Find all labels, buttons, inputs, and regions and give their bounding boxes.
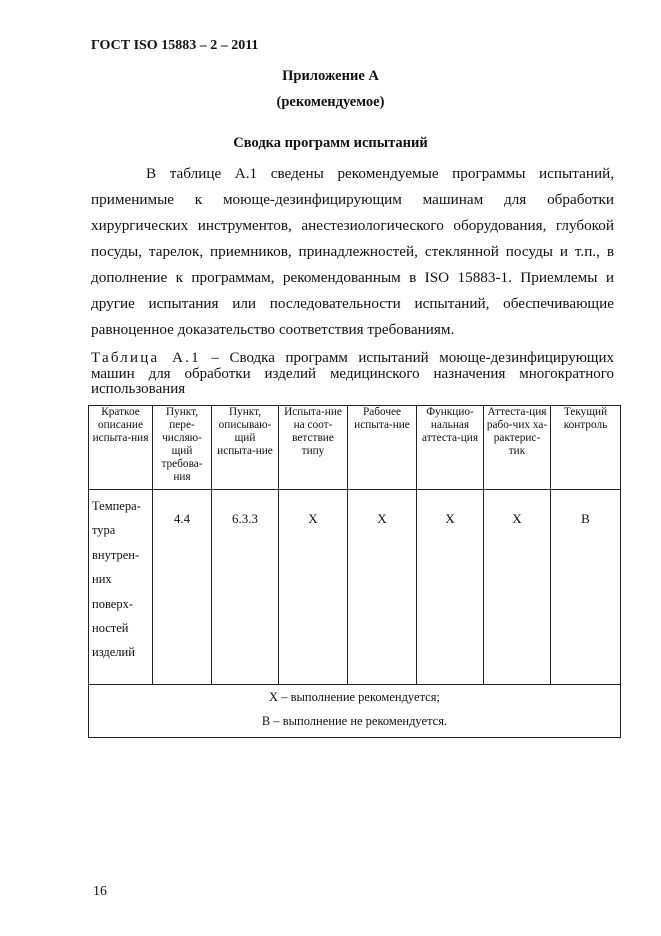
header-cell: Испыта-ние на соот-ветствие типу: [279, 406, 348, 490]
annex-status: (рекомендуемое): [276, 94, 385, 110]
table-header-row: [89, 406, 621, 490]
row-type-test: X: [279, 490, 348, 685]
paragraph-text: В таблице А.1 сведены рекомендуемые программы испытаний, применимые к моюще-дезинфицирующим машинам для обработки хирургических инструментов, анестезиологического оборудования, глубокой посуды, тарелок, приемников, принадлежностей, стеклянной посуды и т.п., в дополнение к программам, рекомендованным в ISO 15883-1. Приемлемы и другие испытания или последовательности испытаний, обеспечивающие равноценное доказательство соответствия требованиям.: [91, 165, 614, 338]
test-programs-table: [88, 405, 621, 738]
row-test-clause: 6.3.3: [212, 490, 279, 685]
table-notes: [89, 685, 621, 738]
header-cell: Краткое описание испыта-ния: [89, 406, 153, 490]
note-x: X – выполнение рекомендуется;: [269, 690, 440, 704]
table-caption-text: – Сводка программ испытаний моюще-дезинфицирующих машин для обработки изделий медицинского назначения многократного использования: [91, 350, 615, 397]
row-performance-qualification: X: [484, 490, 551, 685]
header-cell: Текущий контроль: [551, 406, 621, 490]
section-heading: Сводка программ испытаний: [233, 135, 428, 151]
header-cell: Рабочее испыта-ние: [348, 406, 417, 490]
row-requirement-clause: 4.4: [153, 490, 212, 685]
note-b: В – выполнение не рекомендуется.: [261, 714, 448, 728]
header-cell: Пункт, описываю-щий испыта-ние: [212, 406, 279, 490]
table-caption-label: Таблица А.1: [91, 350, 201, 366]
intro-paragraph: [91, 161, 614, 343]
table-caption: [91, 351, 614, 398]
row-operational-qualification: X: [417, 490, 484, 685]
header-cell: Пункт, пере-числяю-щий требова-ния: [153, 406, 212, 490]
annex-title: Приложение А: [282, 68, 379, 84]
header-cell: Функцио-нальная аттеста-ция: [417, 406, 484, 490]
table-notes-row: [89, 685, 621, 738]
row-works-test: X: [348, 490, 417, 685]
row-description: Темпера-тура внутрен-них поверх-ностей изделий: [89, 490, 153, 685]
document-code: ГОСТ ISO 15883 – 2 – 2011: [91, 38, 259, 53]
header-cell: Аттеста-ция рабо-чих ха-рактерис-тик: [484, 406, 551, 490]
table-row: [89, 490, 621, 685]
page-number: 16: [93, 884, 107, 899]
row-routine-control: B: [551, 490, 621, 685]
